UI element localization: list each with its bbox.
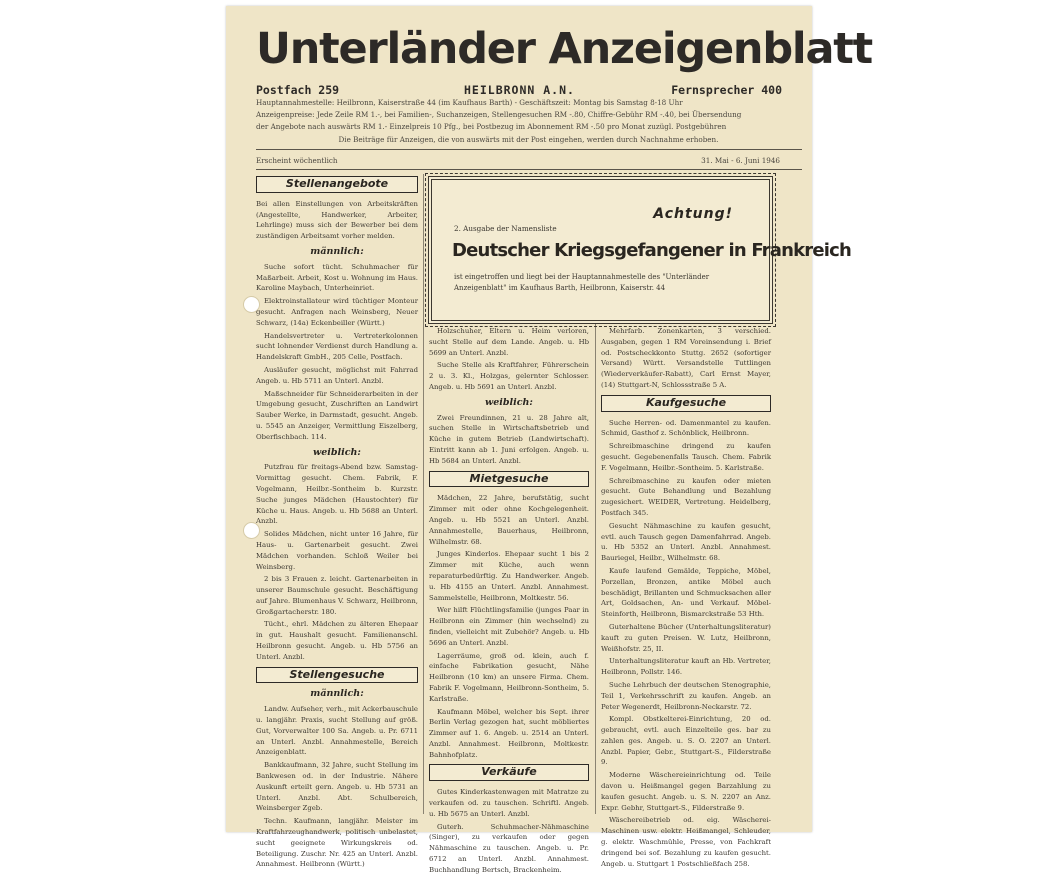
section-header-stellenangebote: Stellenangebote — [256, 176, 418, 193]
ad-item: Solides Mädchen, nicht unter 16 Jahre, für Haus- u. Gartenarbeit gesucht. Zwei Mädchen vorhanden. Schloß Weiler bei Weinsberg. — [256, 530, 418, 571]
dateline-left: Erscheint wöchentlich — [256, 156, 338, 165]
header-fine-2: Anzeigenpreise: Jede Zeile RM 1.-, bei Familien-, Suchanzeigen, Stellengesuchen RM -.80, Chiffre-Gebühr RM -.40, bei Übersendung — [256, 110, 742, 119]
subheading-weiblich: weiblich: — [313, 446, 361, 458]
column-1 — [256, 172, 418, 869]
ad-item: Suche Lehrbuch der deutschen Stenographie, Teil 1, Verkehrsschrift zu kaufen. Angeb. an Peter Wegenerdt, Heilbronn-Neckarstr. 72. — [601, 680, 771, 711]
achtung-body: ist eingetroffen und liegt bei der Hauptannahmestelle des "Unterländer Anzeigenblatt" im Kaufhaus Barth, Heilbronn, Kaiserstr. 44 — [454, 273, 710, 292]
ad-item: Moderne Wäschereieinrichtung od. Teile davon u. Heißmangel gegen Barzahlung zu kaufen gesucht. Angeb. u. S. N. 2207 an Anz. Expr. Gebhr, Stuttgart-S., Filderstraße 9. — [601, 771, 771, 812]
header-fine-4: Die Beiträge für Anzeigen, die von auswärts mit der Post eingehen, werden durch Nachnahme erhoben. — [338, 135, 719, 144]
intro-text: Bei allen Einstellungen von Arbeitskräften (Angestellte, Handwerker, Arbeiter, Lehrlinge) muss sich der Bewerber bei dem zuständigen Arbeitsamt vorher melden. — [256, 199, 418, 241]
ad-item: Wäschereibetrieb od. eig. Wäscherei-Maschinen usw. elektr. Heißmangel, Schleuder, g. elektr. Waschmühle, Presse, von Fachkraft dringend bei sof. Bezahlung zu kaufen gesucht. Angeb. u. Stuttgart 1 Postschließfach 258. — [601, 816, 771, 868]
ad-item: Gesucht Nähmaschine zu kaufen gesucht, evtl. auch Tausch gegen Damenfahrrad. Angeb. u. Hb 5352 an Unterl. Anzbl. Annahmest. Bauriegel, Heilbr., Wilhelmstr. 68. — [601, 521, 771, 563]
column-2 — [429, 326, 589, 874]
column-3 — [601, 326, 771, 868]
achtung-title: Achtung! — [653, 206, 733, 222]
ad-item: Mehrfarb. Zonenkarten, 3 verschied. Ausgaben, gegen 1 RM Voreinsendung i. Brief od. Postscheckkonto Stuttg. 2652 (sofortiger Versand) Württ. Versandstelle Tuttlingen (Wiederverkäufer-Rabatt), Carl Ernst Mayer, (14) Stuttgart-N, Schlossstraße 5 A. — [601, 327, 771, 389]
ad-item: Kaufmann Möbel, welcher bis Sept. ihrer Berlin Verlag gezogen hat, sucht möbliertes Zimmer auf 1. 6. Angeb. u. 2514 an Unterl. Anzbl. Annahmest. Heilbronn, Moltkestr. Bahnhofplatz. — [429, 707, 589, 759]
header-rule — [256, 149, 802, 150]
section-header-kaufgesuche: Kaufgesuche — [601, 395, 771, 412]
ad-item: Ausläufer gesucht, möglichst mit Fahrrad Angeb. u. Hb 5711 an Unterl. Anzbl. — [256, 365, 418, 385]
section-header-verkaeufe: Verkäufe — [429, 764, 589, 781]
achtung-notice-box — [428, 176, 852, 324]
ad-item: Techn. Kaufmann, langjähr. Meister im Kraftfahrzeughandwerk, politisch unbelastet, sucht geeignete Wirkungskreis od. Beteiligung. Zuschr. Nr. 425 an Unterl. Anzbl. Annahmest. Heilbronn (Württ.) — [256, 817, 418, 869]
header-fine-1: Hauptannahmestelle: Heilbronn, Kaiserstraße 44 (im Kaufhaus Barth) - Geschäftszeit: Montag bis Samstag 8-18 Uhr — [256, 98, 683, 107]
ad-item: Handelsvertreter u. Vertreterkolonnen sucht lohnender Verdienst durch Handlung a. Handelskraft GmbH., 205 Celle, Postfach. — [256, 331, 418, 362]
ad-item: Suche Stelle als Kraftfahrer, Führerschein 2 u. 3. Kl., Holzgas, gelernter Schlosser. Angeb. u. Hb 5691 an Unterl. Anzbl. — [429, 361, 589, 391]
subheading-weiblich: weiblich: — [485, 396, 533, 408]
newspaper-page — [226, 6, 872, 874]
ad-item: Suche sofort tücht. Schuhmacher für Maßarbeit. Arbeit, Kost u. Wohnung im Haus. Karoline Maybach, Unterheinriet. — [256, 262, 418, 293]
masthead-phone: Fernsprecher 400 — [671, 83, 782, 97]
ad-item: Schreibmaschine zu kaufen oder mieten gesucht. Gute Behandlung und Bezahlung zugesichert. WEIDER, Vertretung. Heidelberg, Postfach 345. — [601, 476, 771, 517]
masthead-city: HEILBRONN A.N. — [464, 83, 575, 97]
ad-item: Unterhaltungsliteratur kauft an Hb. Vertreter, Heilbronn, Pollstr. 146. — [601, 657, 771, 677]
masthead-title: Unterländer Anzeigenblatt — [256, 24, 872, 74]
ad-item: Schreibmaschine dringend zu kaufen gesucht. Gegebenenfalls Tausch. Chem. Fabrik F. Vogelmann, Heilbr.-Sontheim. 5. Karlstraße. — [601, 442, 771, 472]
header-fine-3: der Angebote nach auswärts RM 1.- Einzelpreis 10 Pfg., bei Postbezug im Abonnement RM -.50 pro Monat zuzügl. Postgebühren — [256, 122, 727, 131]
ad-item: Guterh. Schuhmacher-Nähmaschine (Singer), zu verkaufen oder gegen Nähmaschine zu tauschen. Angeb. u. Pr. 6712 an Unterl. Anzbl. Annahmest. Buchhandlung Bertsch, Brackenheim. — [429, 822, 589, 874]
ad-item: Tücht., ehrl. Mädchen zu älteren Ehepaar in gut. Haushalt gesucht. Familienanschl. Heilbronn gesucht. Angeb. u. Hb 5756 an Unterl. Anzbl. — [256, 620, 418, 661]
masthead-postfach: Postfach 259 — [256, 83, 340, 97]
dateline-rule — [256, 169, 802, 170]
subheading-maennlich: männlich: — [310, 245, 364, 257]
ad-item: Maßschneider für Schneiderarbeiten in der Umgebung gesucht, Zuschriften an Landwirt Sauber Werke, in Darmstadt, gesucht. Angeb. u. 5545 an Anzeiger, Vermittlung Eiszelberg, Oberfischbach. 114. — [256, 389, 418, 441]
section-header-mietgesuche: Mietgesuche — [429, 471, 589, 488]
ad-item: Junges Kinderlos. Ehepaar sucht 1 bis 2 Zimmer mit Küche, auch wenn reparaturbedürftig. Zu Handwerker. Angeb. u. Hb 4155 an Unterl. Anzbl. Annahmest. Sammelstelle, Heilbronn, Moltkestr. 56. — [429, 550, 589, 602]
column-rule — [423, 174, 424, 814]
ad-item: 2 bis 3 Frauen z. leicht. Gartenarbeiten in unserer Baumschule gesucht. Beschäftigung auf Jahre. Blumenhaus V. Schwarz, Heilbronn, Großgartacherstr. 180. — [256, 575, 418, 616]
ad-item: Elektroinstallateur wird tüchtiger Monteur gesucht. Anfragen nach Weinsberg, Neuer Schwarz, (14a) Eckenbeiller (Württ.) — [256, 297, 418, 327]
ad-item: Zwei Freundinnen, 21 u. 28 Jahre alt, suchen Stelle in Wirtschaftsbetrieb und Küche in gutem Betrieb (Landwirtschaft). Eintritt kann ab 1. Juni erfolgen. Angeb. u. Hb 5684 an Unterl. Anzbl. — [429, 413, 589, 465]
ad-item: Guterhaltene Bücher (Unterhaltungsliteratur) kauft zu guten Preisen. W. Lutz, Heilbronn, Weißhofstr. 25, II. — [601, 622, 771, 653]
ad-item: Suche Herren- od. Damenmantel zu kaufen. Schmid, Gasthof z. Schönblick, Heilbronn. — [601, 418, 771, 438]
ad-item: Bankkaufmann, 32 Jahre, sucht Stellung im Bankwesen od. in der Industrie. Nähere Auskunft erteilt gern. Angeb. u. Hb 5731 an Unterl. Anzbl. Abt. Schulbereich, Weinsberger Zgeb. — [256, 761, 418, 813]
ad-item: Putzfrau für freitags-Abend bzw. Samstag-Vormittag gesucht. Chem. Fabrik, F. Vogelmann, Heilbr.-Sontheim b. Kurzstr. Suche junges Mädchen (Haustochter) für Küche u. Haus. Angeb. u. Hb 5688 an Unterl. Anzbl. — [256, 463, 418, 526]
column-rule — [595, 324, 596, 814]
ad-item: Gutes Kinderkastenwagen mit Matratze zu verkaufen od. zu tauschen. Schriftl. Angeb. u. Hb 5675 an Unterl. Anzbl. — [429, 788, 589, 818]
section-header-stellengesuche: Stellengesuche — [256, 667, 418, 684]
ad-item: Kompl. Obstkelterei-Einrichtung, 20 od. gebraucht, evtl. auch Einzelteile ges. bar zu zahlen ges. Angeb. u. S. O. 2207 an Unterl. Anzbl. Papier, Gebr., Stuttgart-S., Filderstraße 9. — [601, 715, 771, 767]
ad-item: Mädchen, 22 Jahre, berufstätig, sucht Zimmer mit oder ohne Kochgelegenheit. Angeb. u. Hb 5521 an Unterl. Anzbl. Annahmestelle, Bauerhaus, Heilbronn, Wilhelmstr. 68. — [429, 494, 589, 546]
ad-item: Landw. Aufseher, verh., mit Ackerbauschule u. langjähr. Praxis, sucht Stellung auf größ. Gut, Vorverwalter 100 Sa. Angeb. u. Pr. 6711 an Unterl. Anzbl. Annahmestelle, Bereich Anzeigenblatt. — [256, 705, 418, 757]
dateline-right: 31. Mai - 6. Juni 1946 — [701, 156, 780, 165]
subheading-maennlich: männlich: — [310, 688, 364, 700]
achtung-edition: 2. Ausgabe der Namensliste — [454, 224, 557, 233]
ad-item: Kaufe laufend Gemälde, Teppiche, Möbel, Porzellan, Bronzen, antike Möbel auch beschädigt, Brillanten und Schmucksachen aller Art, Goldsachen, An- und Verkauf. Möbel-Steinforth, Heilbronn, Bismarckstraße 53 Hth. — [601, 566, 771, 619]
ad-item: Holzschuher, Eltern u. Heim verloren, sucht Stelle auf dem Lande. Angeb. u. Hb 5699 an Unterl. Anzbl. — [429, 327, 589, 357]
ad-item: Wer hilft Flüchtlingsfamilie (junges Paar in Heilbronn ein Zimmer (hin wechselnd) zu finden, vielleicht mit Zubehör? Angeb. u. Hb 5696 an Unterl. Anzbl. — [429, 606, 589, 647]
ad-item: Lagerräume, groß od. klein, auch f. einfache Fabrikation gesucht, Nähe Heilbronn (10 km) an unsere Firma. Chem. Fabrik F. Vogelmann, Heilbronn-Sontheim, 5. Karlstraße. — [429, 651, 589, 703]
achtung-headline: Deutscher Kriegsgefangener in Frankreich — [452, 240, 852, 261]
